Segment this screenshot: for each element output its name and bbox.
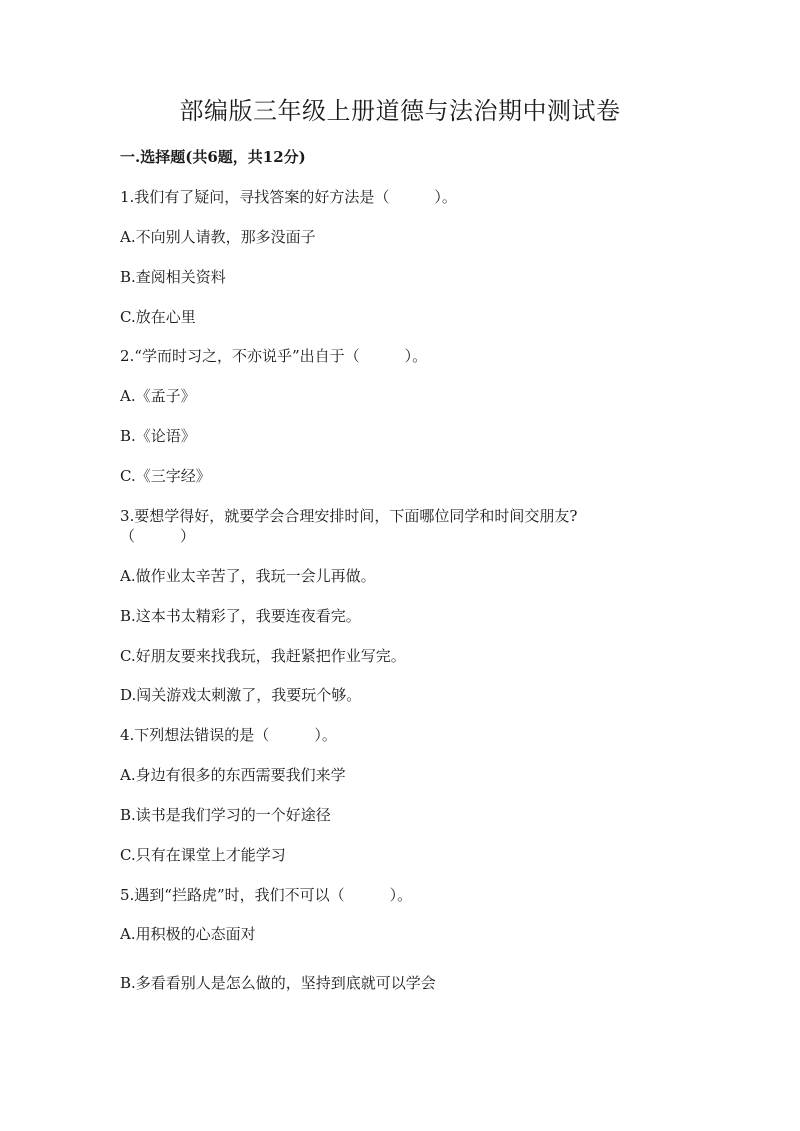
question-2-option-a[interactable]: A.《孟子》	[120, 387, 196, 405]
question-1-option-c[interactable]: C.放在心里	[120, 308, 196, 326]
question-1-stem: 1.我们有了疑问，寻找答案的好方法是（ ）。	[120, 188, 457, 206]
question-5-stem: 5.遇到“拦路虎”时，我们不可以（ ）。	[120, 886, 413, 904]
question-1-option-b[interactable]: B.查阅相关资料	[120, 268, 226, 286]
question-4-stem: 4.下列想法错误的是（ ）。	[120, 726, 337, 744]
question-2-stem: 2.“学而时习之，不亦说乎”出自于（ ）。	[120, 347, 428, 365]
question-5-option-b[interactable]: B.多看看别人是怎么做的，坚持到底就可以学会	[120, 974, 436, 992]
question-3-stem: 3.要想学得好，就要学会合理安排时间，下面哪位同学和时间交朋友?	[120, 507, 578, 525]
question-3-option-a[interactable]: A.做作业太辛苦了，我玩一会儿再做。	[120, 567, 376, 585]
question-4-option-b[interactable]: B.读书是我们学习的一个好途径	[120, 806, 331, 824]
question-2-option-c[interactable]: C.《三字经》	[120, 467, 211, 485]
question-2-option-b[interactable]: B.《论语》	[120, 427, 196, 445]
question-3-option-d[interactable]: D.闯关游戏太刺激了，我要玩个够。	[120, 686, 362, 704]
question-3-option-c[interactable]: C.好朋友要来找我玩，我赶紧把作业写完。	[120, 647, 406, 665]
question-4-option-c[interactable]: C.只有在课堂上才能学习	[120, 846, 286, 864]
question-4-option-a[interactable]: A.身边有很多的东西需要我们来学	[120, 766, 346, 784]
question-3-stem-continued: （ ）	[120, 527, 196, 545]
section-heading: 一.选择题(共6题，共12分)	[120, 148, 306, 166]
page-title: 部编版三年级上册道德与法治期中测试卷	[179, 97, 621, 125]
question-5-option-a[interactable]: A.用积极的心态面对	[120, 925, 256, 943]
question-3-option-b[interactable]: B.这本书太精彩了，我要连夜看完。	[120, 607, 361, 625]
question-1-option-a[interactable]: A.不向别人请教，那多没面子	[120, 228, 316, 246]
